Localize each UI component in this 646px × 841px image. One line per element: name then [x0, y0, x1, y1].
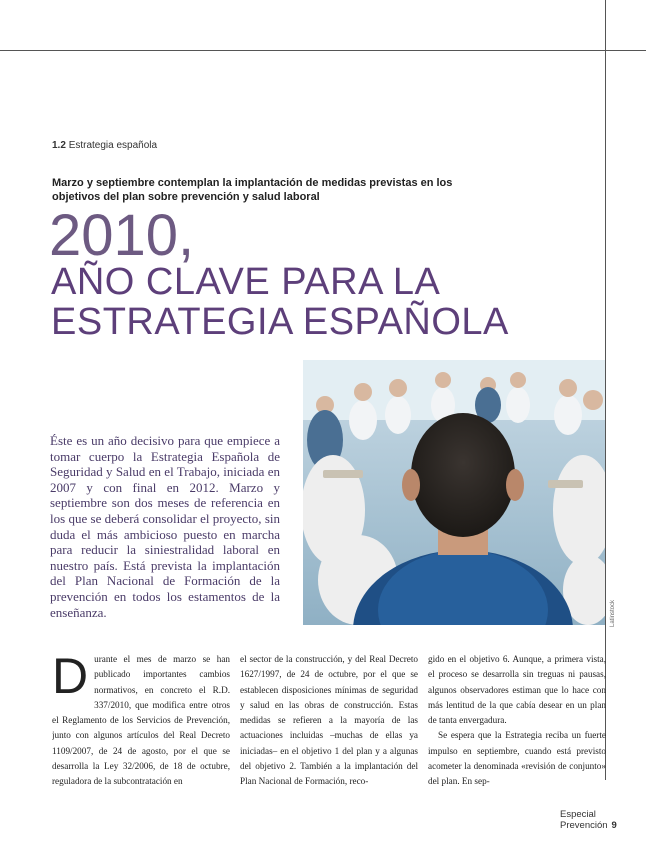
page-number: 9: [611, 820, 617, 831]
headline-line2: ESTRATEGIA ESPAÑOLA: [51, 301, 509, 343]
headline-year: 2010,: [49, 203, 195, 268]
page-footer: [560, 809, 646, 831]
headline: [51, 262, 509, 342]
body-col3-paragraph-1: gido en el objetivo 6. Aunque, a primera vista, el proceso se desarrolla sin treguas ni pausas, algunos observadores estiman que lo hace con más lentitud de la que cabía desear en un plan de tanta envergadura.: [428, 654, 606, 726]
body-column-3: [428, 652, 606, 797]
lede-paragraph: Éste es un año decisivo para que empiece a tomar cuerpo la Estrategia Española de Seguridad y Salud en el Trabajo, iniciada en 2007 y con final en 2012. Marzo y septiembre son dos meses de referencia en los que se deberá consolidar el proyecto, sin duda el más ambicioso puesto en marcha para reducir la siniestralidad laboral en nuestro país. Está prevista la implantación del Plan Nacional de Formación de la prevención en todos los estamentos de la enseñanza.: [50, 433, 280, 620]
body-column-2: [240, 652, 418, 797]
top-rule: [0, 50, 646, 51]
body-col1-text: urante el mes de marzo se han publicado importantes cambios normativos, en concreto el R.D. 337/2010, que modifica entre otros el Reglamento de los Servicios de Prevención, junto con algunos artículos del Real Decreto 1109/2007, de 24 de agosto, por el que se desarrolla la Ley 32/2006, de 18 de octubre, reguladora de la subcontratación en: [52, 654, 230, 787]
body-col3-paragraph-2: Se espera que la Estrategia reciba un fuerte impulso en septiembre, cuando está previsto acometer la denominada «revisión de conjunto» del plan. En sep-: [428, 730, 606, 787]
footer-publication: Especial Prevención: [560, 809, 608, 831]
section-label: [52, 140, 157, 151]
body-col2-text: el sector de la construcción, y del Real Decreto 1627/1997, de 24 de octubre, por el que se establecen disposiciones mínimas de seguridad y salud en las obras de construcción. Estas medidas se refieren a la mayoría de las actuaciones incluidas –muchas de ellas ya iniciadas– en el objetivo 1 del plan y a algunas del objetivo 2. También a la implantación del Plan Nacional de Formación, reco-: [240, 654, 418, 787]
meeting-photo: [303, 360, 605, 625]
headline-line1: AÑO CLAVE PARA LA: [51, 261, 441, 303]
section-name: Estrategia española: [68, 140, 158, 151]
dropcap: D: [52, 652, 89, 704]
kicker: Marzo y septiembre contemplan la implantación de medidas previstas en los objetivos del plan sobre prevención y salud laboral: [52, 177, 453, 203]
body-column-1: [52, 652, 230, 797]
section-number: 1.2: [52, 140, 66, 151]
photo-credit: Latinstock: [610, 599, 616, 627]
